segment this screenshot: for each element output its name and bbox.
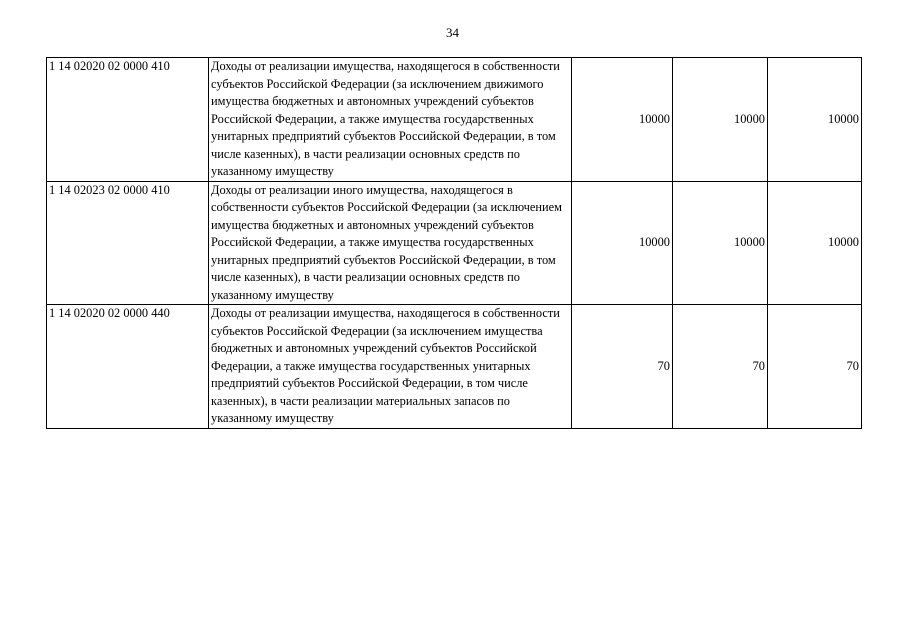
revenue-description: Доходы от реализации имущества, находящегося в собственности субъектов Российской Федерации (за исключением движимого имущества бюджетных и автономных учреждений субъектов Российской Федерации, а также имущества государственных унитарных предприятий субъектов Российской Федерации, в том числе казенных), в части реализации основных средств по указанному имуществу [209, 58, 572, 182]
table-row [47, 181, 862, 305]
table-row [47, 305, 862, 429]
amount-cell: 10000 [768, 58, 862, 182]
amount-cell: 10000 [572, 58, 673, 182]
amount-cell: 10000 [673, 181, 768, 305]
amount-cell: 70 [673, 305, 768, 429]
amount-cell: 70 [572, 305, 673, 429]
amount-cell: 10000 [572, 181, 673, 305]
amount-cell: 10000 [673, 58, 768, 182]
page-number: 34 [446, 25, 459, 40]
amount-cell: 70 [768, 305, 862, 429]
amount-cell: 10000 [768, 181, 862, 305]
revenue-code: 1 14 02023 02 0000 410 [47, 181, 209, 305]
revenue-description: Доходы от реализации иного имущества, находящегося в собственности субъектов Российской Федерации (за исключением имущества бюджетных и автономных учреждений субъектов Российской Федерации, а также имущества государственных унитарных предприятий субъектов Российской Федерации, в том числе казенных), в части реализации основных средств по указанному имуществу [209, 181, 572, 305]
revenue-code: 1 14 02020 02 0000 440 [47, 305, 209, 429]
table-row [47, 58, 862, 182]
revenue-table [46, 57, 862, 429]
revenue-description: Доходы от реализации имущества, находящегося в собственности субъектов Российской Федерации (за исключением имущества бюджетных и автономных учреждений субъектов Российской Федерации, а также имущества государственных унитарных предприятий субъектов Российской Федерации, в том числе казенных), в части реализации материальных запасов по указанному имуществу [209, 305, 572, 429]
revenue-code: 1 14 02020 02 0000 410 [47, 58, 209, 182]
